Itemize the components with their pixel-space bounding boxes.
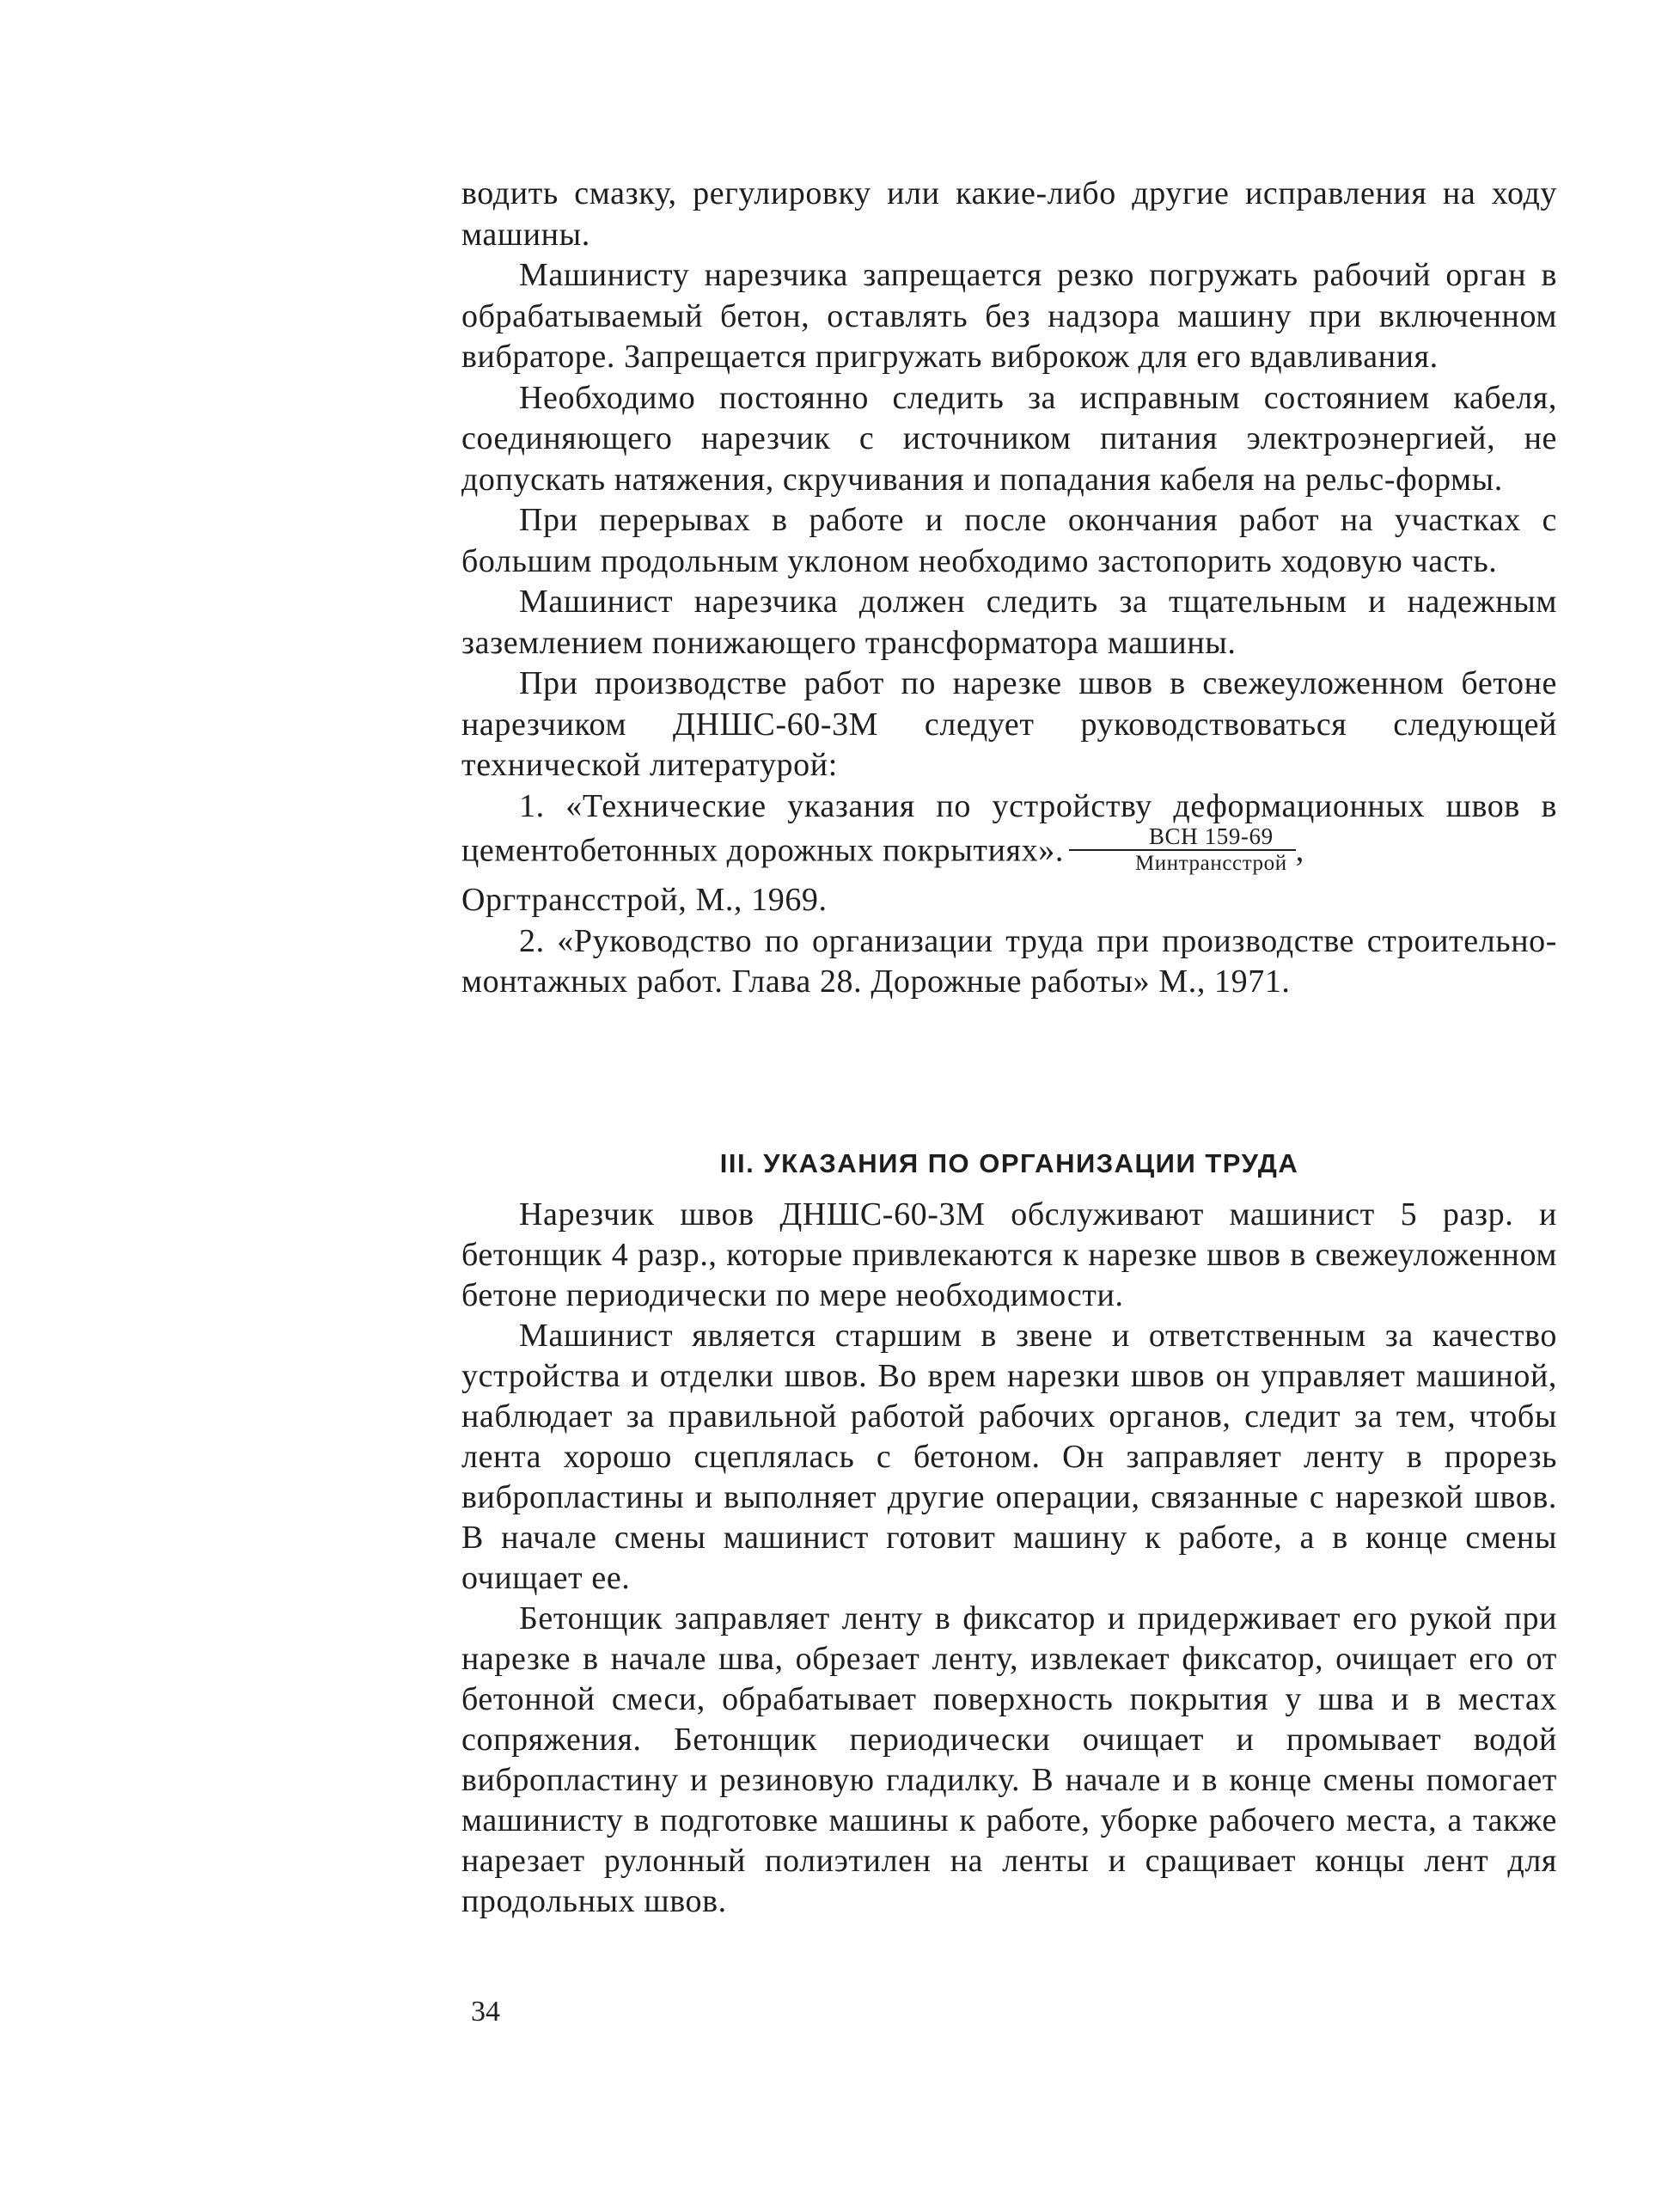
reference-1-text: 1. «Технические указания по устройству деформационных швов в цементобетонных дорожных покрытиях». — [461, 787, 1557, 869]
paragraph: Машинист нарезчика должен следить за тщательным и надежным заземлением понижающего трансформатора машины. — [461, 584, 1557, 661]
page-number: 34 — [471, 1996, 500, 2028]
paragraph: Бетонщик заправляет ленту в фиксатор и придерживает его рукой при нарезке в начале шва, обрезает ленту, извлекает фиксатор, очищает его от бетонной смеси, обрабатывает поверхность покрытия у шва и в местах сопряжения. Бетонщик периодически очищает и промывает водой вибропластину и резиновую гладилку. В начале и в конце смены помогает машинисту в подготовке машины к работе, уборке рабочего места, а также нарезает рулонный полиэтилен на ленты и сращивает концы лент для продольных швов. — [461, 1600, 1557, 1919]
paragraph: При производстве работ по нарезке швов в свежеуложенном бетоне нарезчиком ДНШС-60-3М следует руководствоваться следующей технической литературой: — [461, 665, 1557, 783]
reference-1-denominator: Минтрансстрой — [1134, 852, 1287, 875]
reference-1-comma: , — [1295, 832, 1304, 869]
safety-section-body — [461, 174, 1557, 1003]
labor-organization-body — [461, 1195, 1557, 1922]
paragraph: водить смазку, регулировку или какие-либо другие исправления на ходу машины. — [461, 175, 1557, 253]
paragraph: При перерывах в работе и после окончания работ на участках с большим продольным уклоном необходимо застопорить ходовую часть. — [461, 502, 1557, 579]
reference-item-2: 2. «Руководство по организации труда при производстве строительно-монтажных работ. Глава 28. Дорожные работы» М., 1971. — [461, 922, 1557, 1000]
reference-1-fraction — [1069, 823, 1296, 877]
reference-1-publisher: Оргтрансстрой, М., 1969. — [461, 882, 828, 918]
reference-item-1 — [461, 786, 1557, 881]
paragraph: Машинисту нарезчика запрещается резко погружать рабочий орган в обрабатываемый бетон, оставлять без надзора машину при включенном вибраторе. Запрещается пригружать виброкож для его вдавливания. — [461, 257, 1557, 375]
reference-1-numerator: ВСН 159-69 — [1069, 823, 1296, 851]
paragraph: Необходимо постоянно следить за исправным состоянием кабеля, соединяющего нарезчик с источником питания электроэнергией, не допускать натяжения, скручивания и попадания кабеля на рельс-формы. — [461, 379, 1557, 498]
paragraph: Машинист является старшим в звене и ответственным за качество устройства и отделки швов. Во врем нарезки швов он управляет машиной, наблюдает за правильной работой рабочих органов, следит за тем, чтобы лента хорошо сцеплялась с бетоном. Он заправляет ленту в прорезь вибропластины и выполняет другие операции, связанные с нарезкой швов. В начале смены машинист готовит машину к работе, а в конце смены очищает ее. — [461, 1318, 1557, 1596]
paragraph: Нарезчик швов ДНШС-60-3М обслуживают машинист 5 разр. и бетонщик 4 разр., которые привлекаются к нарезке швов в свежеуложенном бетоне периодически по мере необходимости. — [461, 1196, 1557, 1313]
section-heading: III. УКАЗАНИЯ ПО ОРГАНИЗАЦИИ ТРУДА — [719, 1148, 1299, 1178]
